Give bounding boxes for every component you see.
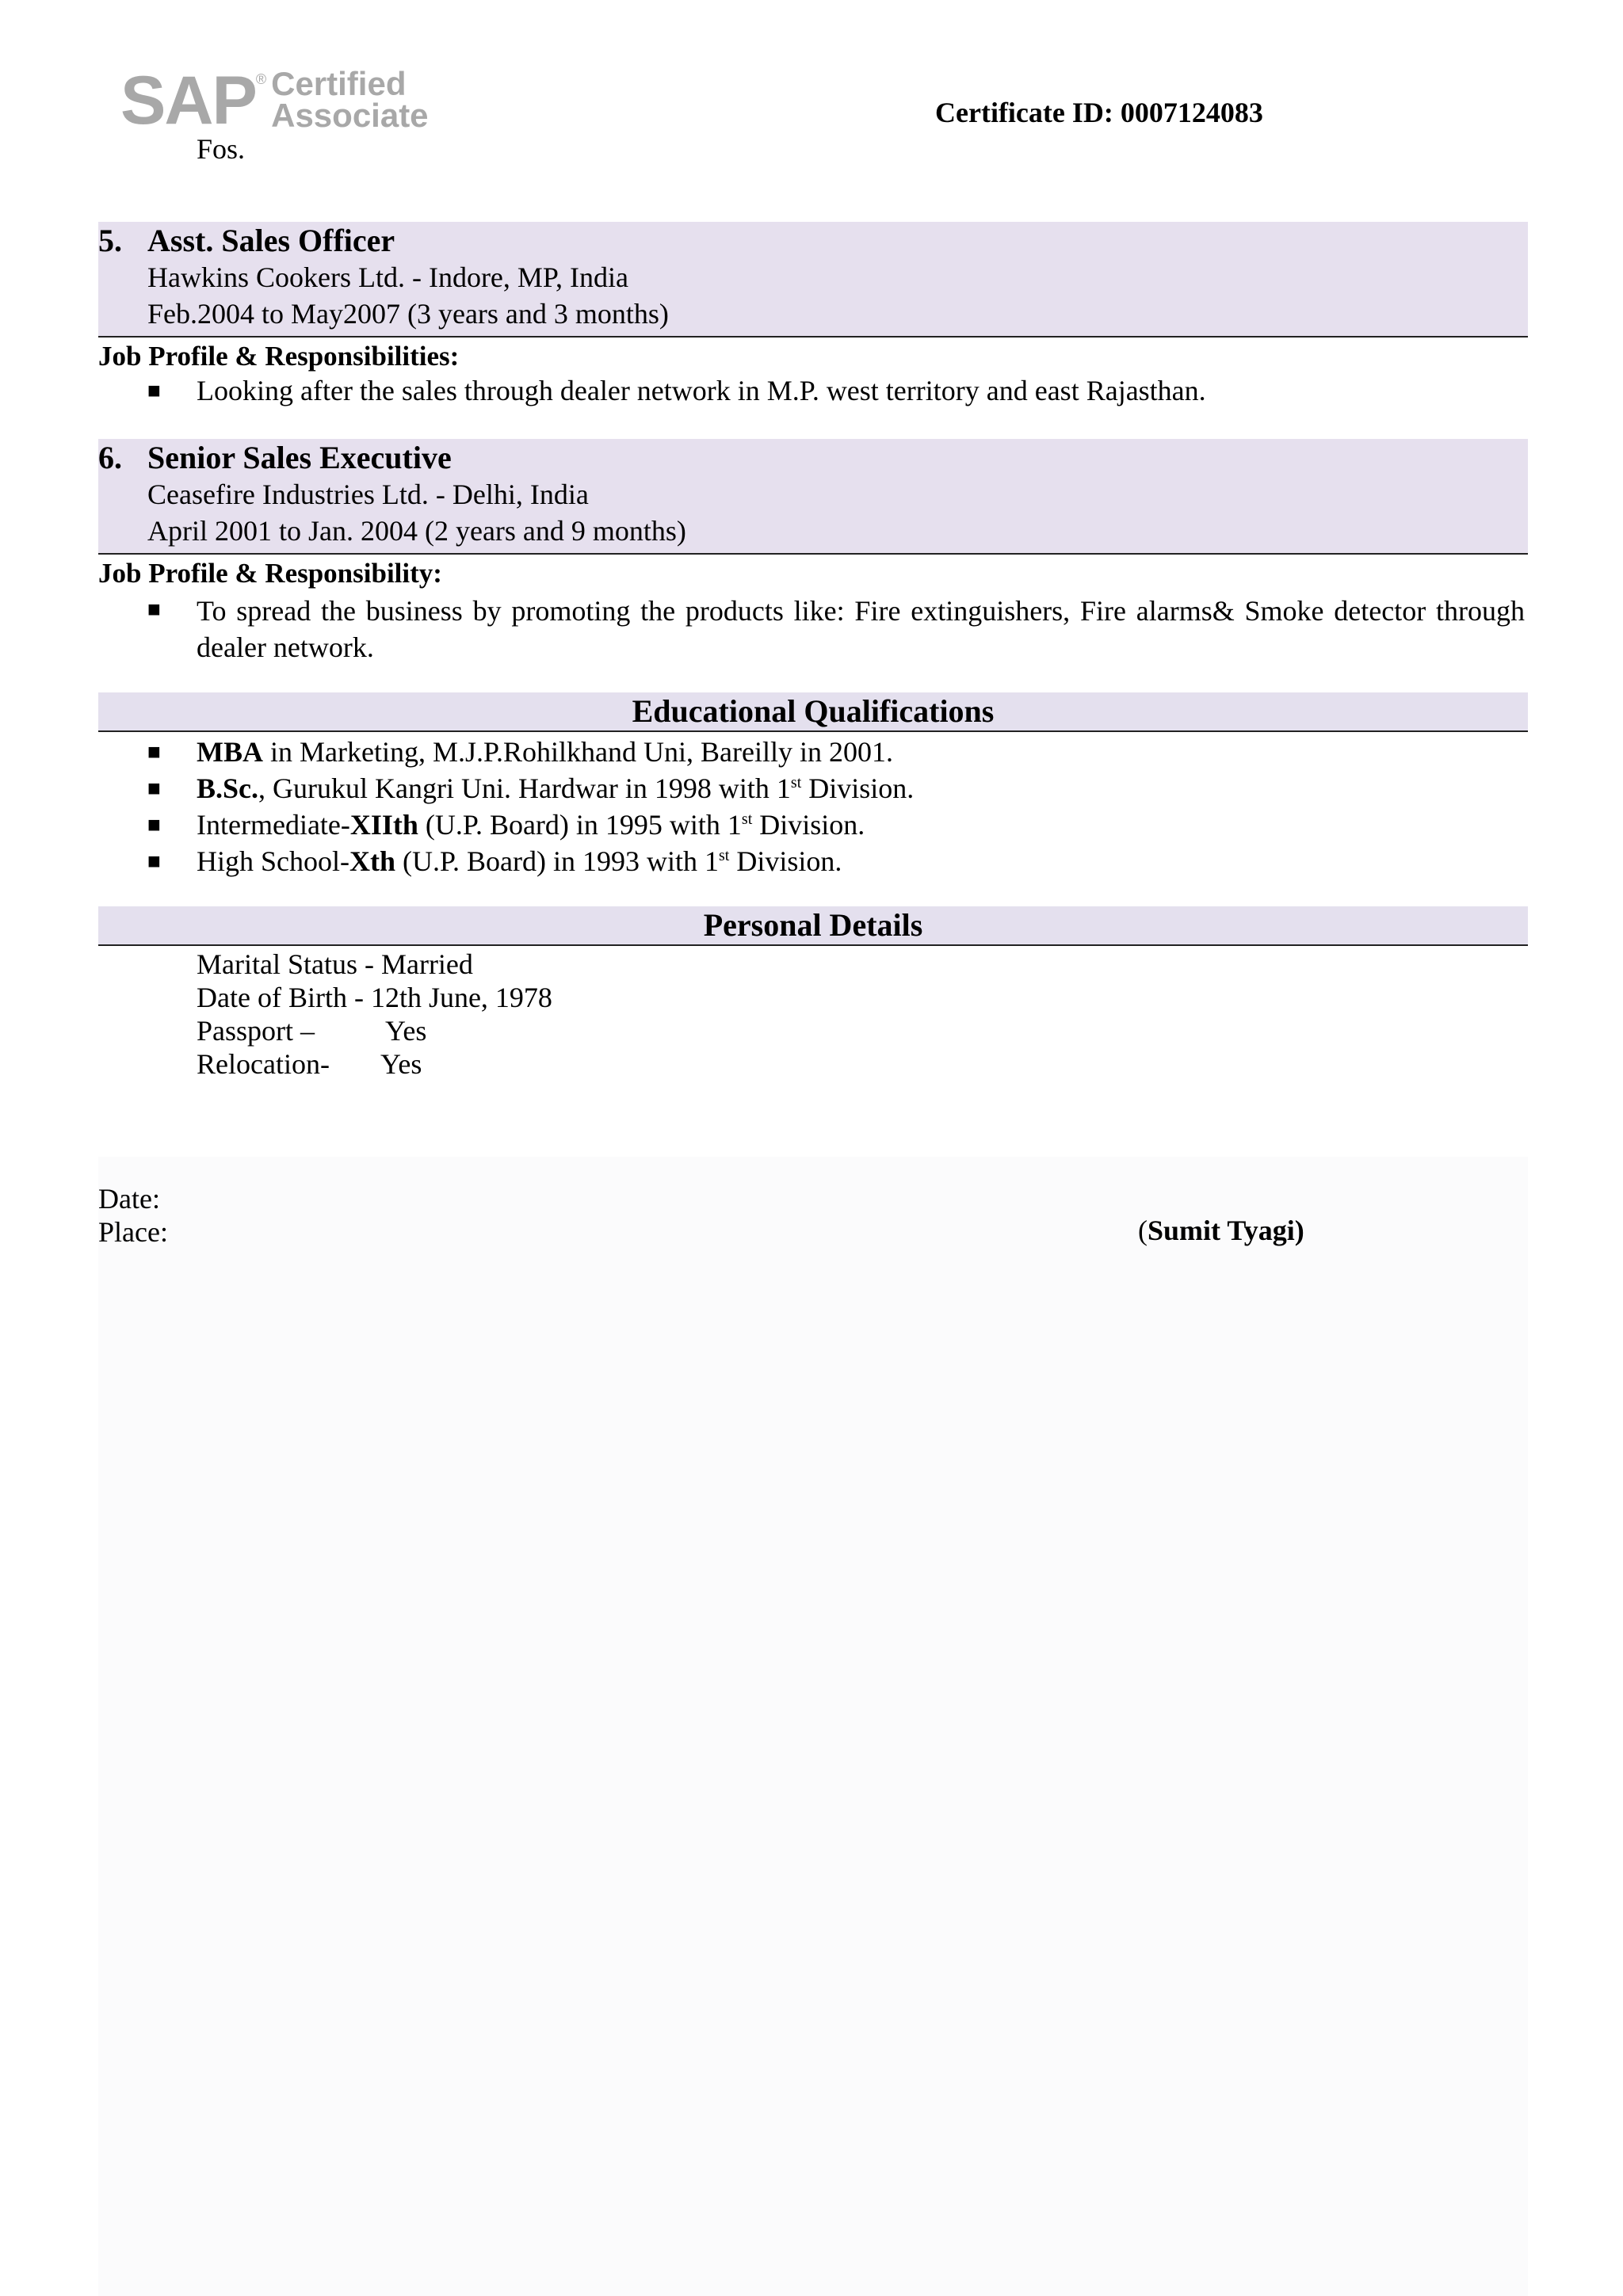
date-label: Date: — [98, 1183, 160, 1215]
certificate-id: Certificate ID: 0007124083 — [935, 97, 1263, 128]
passport-label: Passport – — [197, 1015, 315, 1047]
education-item — [197, 734, 893, 770]
place-label: Place: — [98, 1216, 168, 1248]
bullet-marker: ■ — [147, 813, 161, 837]
sap-certified-logo — [120, 63, 469, 139]
bullet-marker: ■ — [147, 597, 161, 622]
bullet-marker: ■ — [147, 379, 161, 403]
job-header-6 — [98, 439, 1528, 555]
logo-certified-associate — [271, 65, 429, 134]
relocation-label: Relocation- — [197, 1048, 330, 1080]
logo-sap-text: SAP — [120, 63, 256, 139]
bullet-marker: ■ — [147, 849, 161, 874]
relocation-value: Yes — [380, 1048, 422, 1080]
education-heading: Educational Qualifications — [98, 692, 1528, 732]
personal-heading: Personal Details — [98, 906, 1528, 946]
job-number: 5. — [98, 223, 122, 258]
job-title: Senior Sales Executive — [147, 440, 452, 475]
job-bullet: To spread the business by promoting the products like: Fire extinguishers, Fire alarms& Smoke detector through dealer network. — [197, 595, 1525, 663]
degree-detail: (U.P. Board) in 1995 with 1 — [418, 809, 742, 841]
degree-detail: , Gurukul Kangri Uni. Hardwar in 1998 with 1 — [258, 772, 791, 804]
education-item — [197, 807, 865, 843]
ordinal-suffix: st — [790, 774, 802, 791]
relocation-row — [197, 1047, 422, 1081]
job-bullet: Looking after the sales through dealer network in M.P. west territory and east Rajasthan. — [197, 375, 1206, 406]
job-header-5 — [98, 222, 1528, 338]
signature-paren: ( — [1138, 1215, 1148, 1246]
degree-name: Xth — [349, 845, 396, 877]
signature-name: Sumit Tyagi) — [1148, 1215, 1304, 1246]
ordinal-suffix: st — [719, 847, 730, 864]
marital-status: Marital Status - Married — [197, 948, 473, 980]
job-company: Ceasefire Industries Ltd. - Delhi, India — [147, 479, 589, 510]
job-responsibilities-label: Job Profile & Responsibilities: — [98, 341, 460, 372]
logo-line-2: Associate — [271, 97, 429, 134]
degree-division: Division. — [729, 845, 842, 877]
logo-line-1: Certified — [271, 65, 407, 102]
degree-name: B.Sc. — [197, 772, 259, 804]
job-responsibilities-label: Job Profile & Responsibility: — [98, 558, 442, 589]
job-company: Hawkins Cookers Ltd. - Indore, MP, India — [147, 261, 628, 293]
signature — [1138, 1214, 1304, 1247]
education-item — [197, 770, 914, 807]
ordinal-suffix: st — [741, 810, 753, 828]
degree-name: MBA — [197, 736, 263, 768]
job-number: 6. — [98, 440, 122, 475]
degree-detail: (U.P. Board) in 1993 with 1 — [395, 845, 720, 877]
logo-registered-mark: ® — [255, 71, 267, 87]
degree-prefix: Intermediate- — [197, 809, 350, 841]
bullet-marker: ■ — [147, 776, 161, 801]
degree-division: Division. — [752, 809, 865, 841]
passport-value: Yes — [385, 1015, 427, 1047]
job-period: Feb.2004 to May2007 (3 years and 3 months) — [147, 298, 669, 330]
degree-detail: in Marketing, M.J.P.Rohilkhand Uni, Bareilly in 2001. — [263, 736, 893, 768]
degree-name: XIIth — [349, 809, 418, 841]
date-of-birth: Date of Birth - 12th June, 1978 — [197, 982, 552, 1013]
continued-text: Fos. — [197, 133, 246, 165]
job-title: Asst. Sales Officer — [147, 223, 395, 258]
bullet-marker: ■ — [147, 740, 161, 765]
degree-prefix: High School- — [197, 845, 349, 877]
job-period: April 2001 to Jan. 2004 (2 years and 9 months) — [147, 515, 686, 547]
education-item — [197, 843, 842, 879]
page-background-shade — [98, 1157, 1528, 2296]
degree-division: Division. — [801, 772, 915, 804]
passport-row — [197, 1014, 427, 1047]
